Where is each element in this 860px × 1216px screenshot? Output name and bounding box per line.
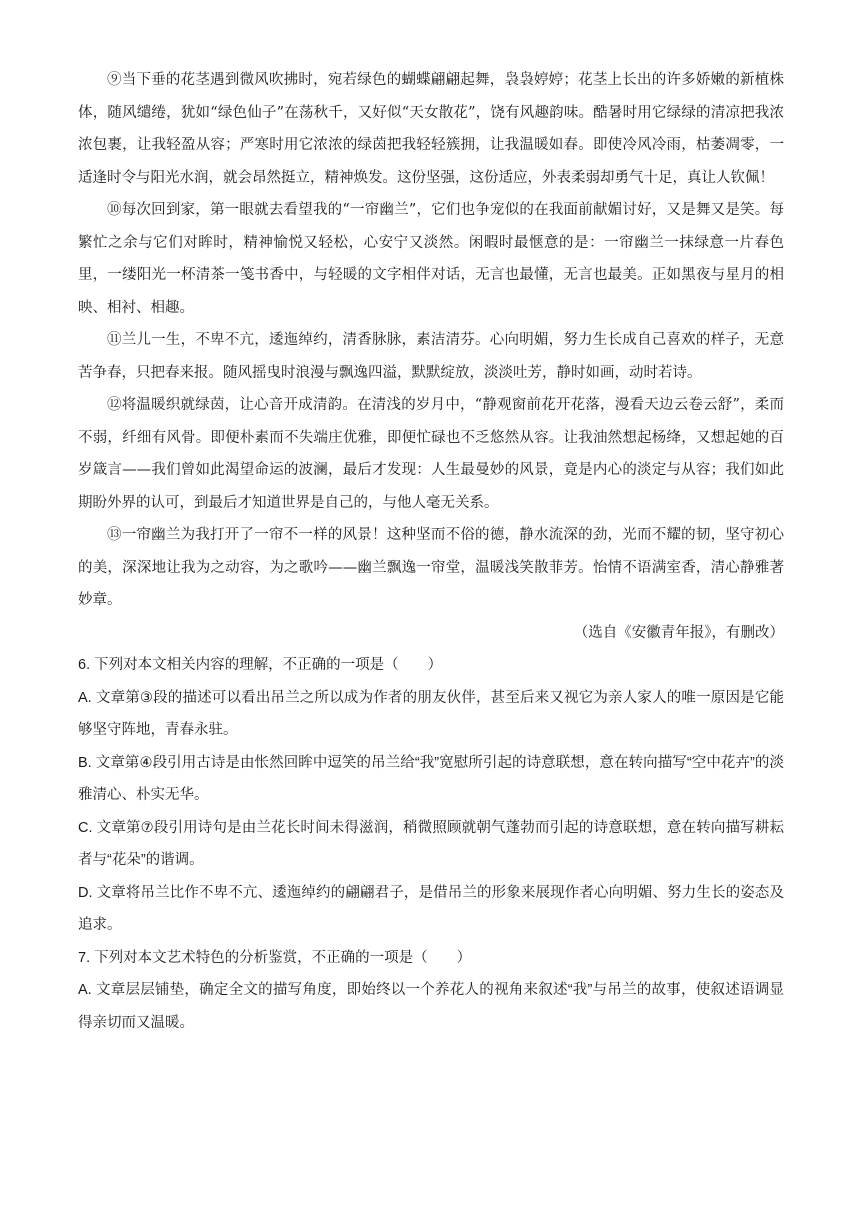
option-d: D. 文章将吊兰比作不卑不亢、逶迤绰约的翩翩君子，是借吊兰的形象来展现作者心向明媚、努力生长的姿态及追求。 <box>78 884 784 933</box>
paragraph-11: ⑪兰儿一生，不卑不亢，逶迤绰约，清香脉脉，素洁清芬。心向明媚，努力生长成自己喜欢的样子，无意苦争春，只把春来报。随风摇曳时浪漫与飘逸四溢，默默绽放，淡淡吐芳，静时如画，动时若诗。 <box>78 332 784 381</box>
option-a: A. 文章第③段的描述可以看出吊兰之所以成为作者的朋友伙伴，甚至后来又视它为亲人家人的唯一原因是它能够坚守阵地，青春永驻。 <box>78 689 784 738</box>
option-b: B. 文章第④段引用古诗是由怅然回眸中逗笑的吊兰给“我”宽慰所引起的诗意联想，意在转向描写“空中花卉”的淡雅清心、朴实无华。 <box>78 754 784 803</box>
article-body <box>78 64 784 649</box>
article-source: （选自《安徽青年报》，有删改） <box>573 624 784 641</box>
option-a: A. 文章层层铺垫，确定全文的描写角度，即始终以一个养花人的视角来叙述“我”与吊兰的故事，使叙述语调显得亲切而又温暖。 <box>78 982 784 1031</box>
document-page <box>78 64 784 1039</box>
paragraph-13: ⑬一帘幽兰为我打开了一帘不一样的风景！这种坚而不俗的德，静水流深的劲，光而不耀的韧，坚守初心的美，深深地让我为之动容，为之歌吟——幽兰飘逸一帘堂，温暖浅笑散菲芳。怡情不语满室香，清心静雅著妙章。 <box>78 527 784 608</box>
question-7 <box>78 942 784 1040</box>
paragraph-10: ⑩每次回到家，第一眼就去看望我的“一帘幽兰”，它们也争宠似的在我面前献媚讨好，又是舞又是笑。每繁忙之余与它们对眸时，精神愉悦又轻松，心安宁又淡然。闲暇时最惬意的是：一帘幽兰一抹绿意一片春色里，一缕阳光一杯清茶一笺书香中，与轻暖的文字相伴对话，无言也最懂，无言也最美。正如黑夜与星月的相映、相衬、相趣。 <box>78 202 784 316</box>
question-6 <box>78 649 784 942</box>
option-c: C. 文章第⑦段引用诗句是由兰花长时间未得滋润，稍微照顾就朝气蓬勃而引起的诗意联想，意在转向描写耕耘者与“花朵”的谐调。 <box>78 819 784 868</box>
paragraph-12: ⑫将温暖织就绿茵，让心音开成清韵。在清浅的岁月中，“静观窗前花开花落，漫看天边云卷云舒”，柔而不弱，纤细有风骨。即便朴素而不失端庄优雅，即便忙碌也不乏悠然从容。让我油然想起杨绛，又想起她的百岁箴言——我们曾如此渴望命运的波澜，最后才发现：人生最曼妙的风景，竟是内心的淡定与从容；我们如此期盼外界的认可，到最后才知道世界是自己的，与他人毫无关系。 <box>78 397 784 511</box>
question-stem: 7. 下列对本文艺术特色的分析鉴赏，不正确的一项是（ ） <box>78 949 472 966</box>
question-stem: 6. 下列对本文相关内容的理解，不正确的一项是（ ） <box>78 657 443 673</box>
paragraph-9: ⑨当下垂的花茎遇到微风吹拂时，宛若绿色的蝴蝶翩翩起舞，袅袅婷婷；花茎上长出的许多娇嫩的新植株体，随风缱绻，犹如“绿色仙子”在荡秋千，又好似“天女散花”，饶有风趣韵味。酷暑时用它绿绿的清凉把我浓浓包裹，让我轻盈从容；严寒时用它浓浓的绿茵把我轻轻簇拥，让我温暖如春。即使冷风冷雨，枯萎凋零，一适逢时令与阳光水润，就会昂然挺立，精神焕发。这份坚强，这份适应，外表柔弱却勇气十足，真让人钦佩！ <box>78 72 784 186</box>
